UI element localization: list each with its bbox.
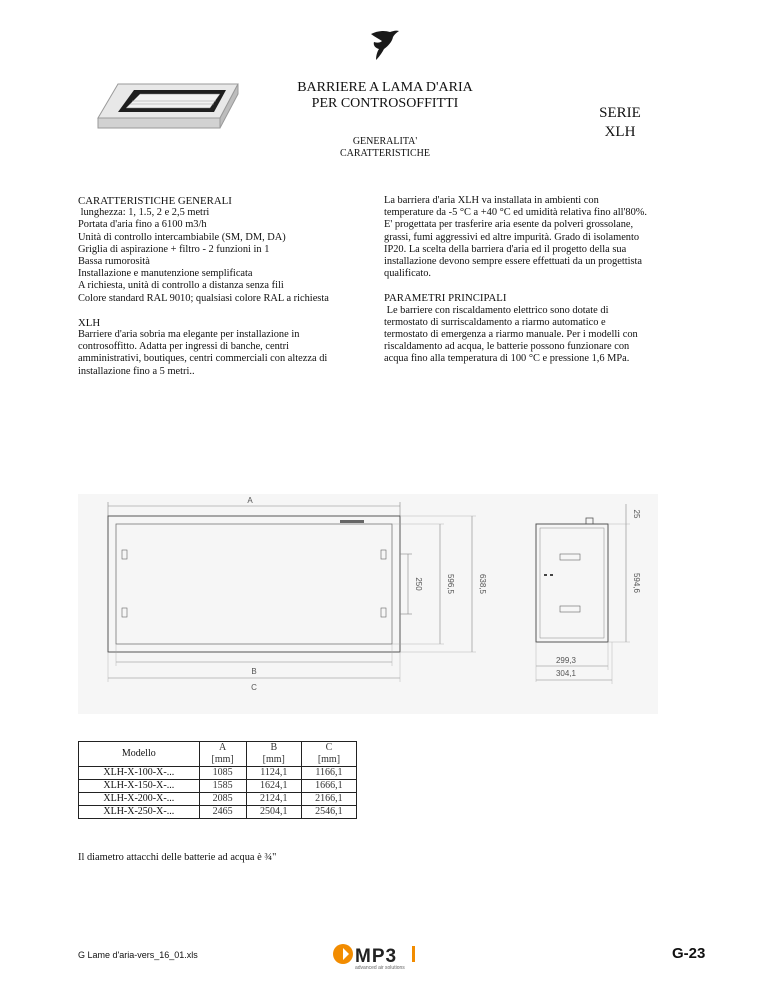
col-a-header [199, 742, 246, 767]
params-line: acqua fino alla temperatura di 100 °C e pressione 1,6 MPa. [384, 353, 630, 365]
cell-b: 1124,1 [246, 767, 301, 780]
cell-b: 2504,1 [246, 806, 301, 819]
title-line-2: PER CONTROSOFFITTI [311, 96, 459, 111]
series-label [590, 104, 650, 142]
dim-label-638-5: 638,5 [478, 573, 487, 595]
cell-c: 2166,1 [301, 793, 356, 806]
intro-line: E' progettata per trasferire aria esente da polveri grossolane, [384, 219, 634, 231]
cell-a: 1585 [199, 780, 246, 793]
intro-line: temperature da -5 °C a +40 °C ed umidità relativa fino all'80%. [384, 207, 648, 219]
left-column [78, 195, 378, 378]
params-line: Le barriere con riscaldamento elettrico sono dotate di [384, 304, 609, 316]
dim-label-c: C [251, 683, 257, 692]
subtitle-line-2: CARATTERISTICHE [340, 148, 430, 159]
cell-b: 2124,1 [246, 793, 301, 806]
dim-label-596-5: 596,5 [446, 573, 455, 595]
water-coil-note: Il diametro attacchi delle batterie ad acqua è ¾" [78, 852, 277, 863]
table-row [79, 780, 357, 793]
general-line: Unità di controllo intercambiabile (SM, DM, DA) [78, 231, 286, 243]
cell-a: 1085 [199, 767, 246, 780]
intro-line: qualificato. [384, 268, 432, 280]
title-line-1: BARRIERE A LAMA D'ARIA [297, 80, 473, 95]
dim-label-299-3: 299,3 [555, 656, 577, 665]
dim-label-a: A [247, 496, 253, 505]
intro-line: installazione devono sempre essere effettuati da un progettista [384, 256, 643, 268]
serie-line-1: SERIE [599, 105, 641, 121]
cell-model: XLH-X-100-X-... [79, 767, 200, 780]
general-heading: CARATTERISTICHE GENERALI [78, 195, 232, 207]
col-c-header [301, 742, 356, 767]
cell-a: 2465 [199, 806, 246, 819]
col-model-header: Modello [79, 742, 200, 767]
intro-line: La barriera d'aria XLH va installata in ambienti con [384, 195, 599, 206]
cell-c: 1166,1 [301, 767, 356, 780]
col-c-label: C [325, 742, 333, 753]
cell-b: 1624,1 [246, 780, 301, 793]
mp3-brand-logo [330, 942, 440, 972]
col-a-label: A [219, 742, 227, 753]
cell-model: XLH-X-150-X-... [79, 780, 200, 793]
subtitle-line-1: GENERALITA' [352, 136, 418, 147]
table-row [79, 767, 357, 780]
cell-c: 2546,1 [301, 806, 356, 819]
general-line: Installazione e manutenzione semplificata [78, 268, 253, 280]
dim-label-250: 250 [414, 577, 423, 591]
general-line: Griglia di aspirazione + filtro - 2 funzioni in 1 [78, 243, 270, 255]
params-line: riscaldamento ad acqua, le batterie possono funzionare con [384, 341, 630, 353]
col-a-unit: [mm] [211, 754, 234, 765]
front-view-outer [108, 516, 400, 652]
page-number: G-23 [672, 945, 706, 962]
bird-logo-icon [368, 28, 402, 62]
brand-name: MP3 [355, 946, 398, 967]
col-c-unit: [mm] [317, 754, 341, 765]
side-view-body [536, 524, 608, 642]
xlh-heading: XLH [78, 316, 101, 329]
xlh-line: installazione fino a 5 metri.. [78, 365, 195, 377]
xlh-line: Barriere d'aria sobria ma elegante per installazione in [78, 329, 300, 341]
col-b-header [246, 742, 301, 767]
front-view-inner [116, 524, 392, 644]
cell-a: 2085 [199, 793, 246, 806]
product-photo [88, 76, 248, 136]
general-line: lunghezza: 1, 1.5, 2 e 2,5 metri [78, 207, 210, 219]
page-title [260, 80, 510, 112]
cell-c: 1666,1 [301, 780, 356, 793]
brand-tagline: advanced air solutions [355, 965, 405, 971]
footer-filename: G Lame d'aria-vers_16_01.xls [78, 950, 198, 960]
dim-label-594-6: 594,6 [632, 572, 641, 594]
technical-drawing [78, 494, 658, 714]
xlh-line: amministrativi, boutiques, centri commerciali con altezza di [78, 353, 328, 365]
params-heading: PARAMETRI PRINCIPALI [384, 292, 507, 305]
dim-label-25: 25 [632, 509, 641, 519]
section-subtitle [300, 136, 470, 160]
col-b-label: B [270, 742, 278, 753]
model-table [78, 741, 357, 819]
params-line: termostato di surriscaldamento a riarmo automatico e [384, 316, 606, 328]
serie-line-2: XLH [604, 124, 636, 140]
general-line: Portata d'aria fino a 6100 m3/h [78, 219, 207, 231]
table-header-row [79, 742, 357, 767]
right-column [384, 195, 694, 366]
col-b-unit: [mm] [262, 754, 285, 765]
table-row [79, 806, 357, 819]
general-line: Bassa rumorosità [78, 256, 150, 268]
intro-line: IP20. La scelta della barriera d'aria ed il progetto della sua [384, 243, 627, 255]
xlh-line: controsoffitto. Adatta per ingressi di banche, centri [78, 341, 290, 353]
table-row [79, 793, 357, 806]
cell-model: XLH-X-250-X-... [79, 806, 200, 819]
intro-line: grassi, fumi aggressivi ed altre impurità. Grado di isolamento [384, 231, 640, 243]
cell-model: XLH-X-200-X-... [79, 793, 200, 806]
params-line: termostato di emergenza a riarmo manuale. Per i modelli con [384, 329, 638, 341]
dim-label-b: B [251, 667, 257, 676]
dim-label-304-1: 304,1 [555, 669, 577, 678]
general-line: A richiesta, unità di controllo a distanza senza fili [78, 280, 284, 292]
general-line: Colore standard RAL 9010; qualsiasi colore RAL a richiesta [78, 292, 329, 304]
